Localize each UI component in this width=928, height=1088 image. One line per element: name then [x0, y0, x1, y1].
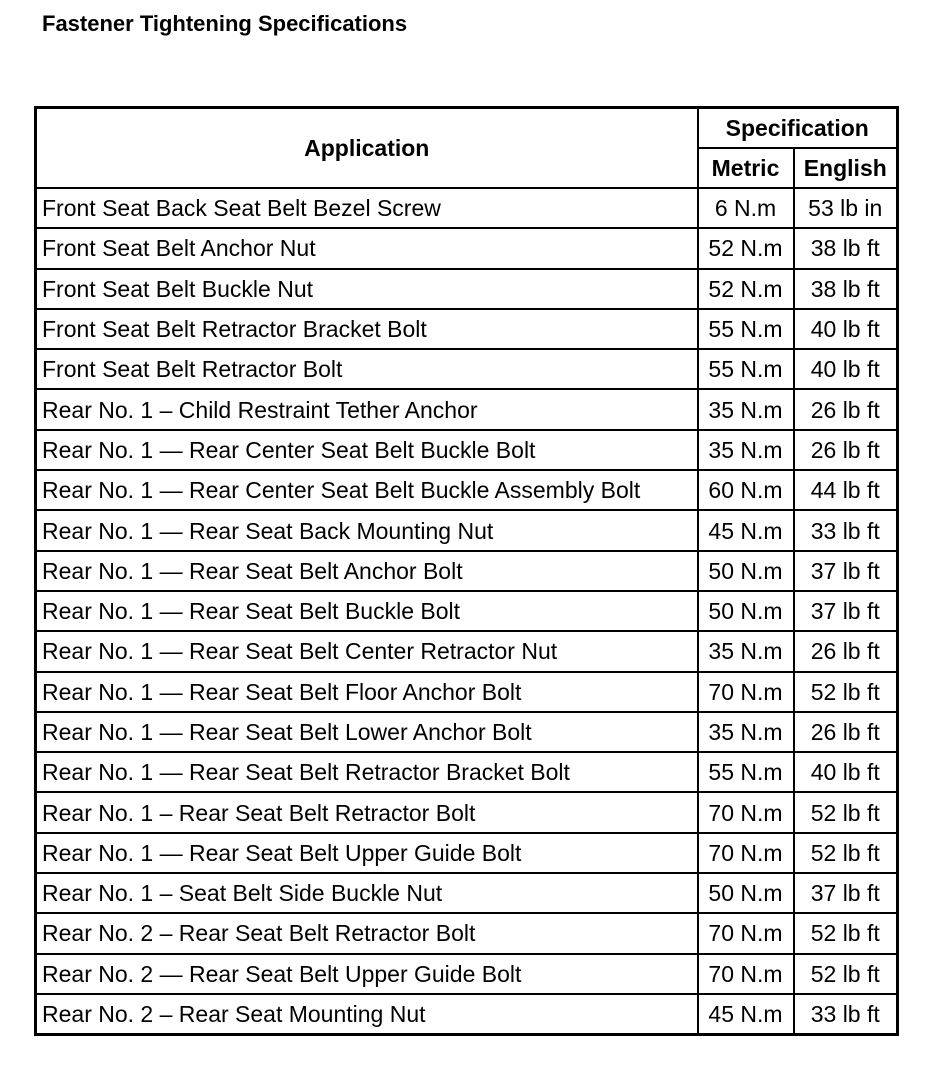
english-cell: 40 lb ft	[794, 349, 898, 389]
english-cell: 33 lb ft	[794, 994, 898, 1035]
english-cell: 52 lb ft	[794, 833, 898, 873]
table-row	[36, 430, 898, 470]
table-row	[36, 954, 898, 994]
english-cell: 26 lb ft	[794, 430, 898, 470]
application-cell: Rear No. 1 – Seat Belt Side Buckle Nut	[36, 873, 698, 913]
table-row	[36, 551, 898, 591]
english-cell: 53 lb in	[794, 188, 898, 228]
page-title: Fastener Tightening Specifications	[42, 11, 408, 36]
application-cell: Front Seat Back Seat Belt Bezel Screw	[36, 188, 698, 228]
table-row	[36, 672, 898, 712]
application-cell: Rear No. 2 – Rear Seat Mounting Nut	[36, 994, 698, 1035]
application-cell: Rear No. 1 — Rear Seat Belt Buckle Bolt	[36, 591, 698, 631]
metric-cell: 52 N.m	[698, 269, 794, 309]
table-row	[36, 269, 898, 309]
application-cell: Rear No. 1 — Rear Seat Belt Floor Anchor Bolt	[36, 672, 698, 712]
application-cell: Rear No. 1 — Rear Center Seat Belt Buckle Bolt	[36, 430, 698, 470]
english-cell: 52 lb ft	[794, 672, 898, 712]
metric-cell: 45 N.m	[698, 994, 794, 1035]
metric-cell: 52 N.m	[698, 228, 794, 268]
application-cell: Rear No. 1 – Rear Seat Belt Retractor Bolt	[36, 792, 698, 832]
english-cell: 40 lb ft	[794, 309, 898, 349]
table-row	[36, 913, 898, 953]
english-cell: 26 lb ft	[794, 712, 898, 752]
table-row	[36, 510, 898, 550]
metric-cell: 35 N.m	[698, 389, 794, 429]
english-cell: 52 lb ft	[794, 913, 898, 953]
metric-cell: 35 N.m	[698, 712, 794, 752]
metric-cell: 60 N.m	[698, 470, 794, 510]
metric-cell: 6 N.m	[698, 188, 794, 228]
application-cell: Rear No. 1 — Rear Seat Belt Anchor Bolt	[36, 551, 698, 591]
table-body	[36, 188, 898, 1035]
metric-cell: 70 N.m	[698, 792, 794, 832]
application-cell: Rear No. 2 — Rear Seat Belt Upper Guide Bolt	[36, 954, 698, 994]
metric-cell: 70 N.m	[698, 913, 794, 953]
english-cell: 40 lb ft	[794, 752, 898, 792]
english-cell: 38 lb ft	[794, 269, 898, 309]
application-cell: Rear No. 1 — Rear Seat Back Mounting Nut	[36, 510, 698, 550]
application-column-header: Application	[36, 108, 698, 189]
english-cell: 26 lb ft	[794, 389, 898, 429]
specification-column-header: Specification	[698, 108, 898, 149]
table-row	[36, 349, 898, 389]
metric-cell: 70 N.m	[698, 833, 794, 873]
english-cell: 38 lb ft	[794, 228, 898, 268]
english-cell: 37 lb ft	[794, 873, 898, 913]
table-row	[36, 752, 898, 792]
table-row	[36, 631, 898, 671]
english-cell: 52 lb ft	[794, 954, 898, 994]
application-cell: Rear No. 1 — Rear Seat Belt Retractor Bracket Bolt	[36, 752, 698, 792]
application-cell: Rear No. 2 – Rear Seat Belt Retractor Bolt	[36, 913, 698, 953]
table-row	[36, 188, 898, 228]
table-row	[36, 389, 898, 429]
table-row	[36, 792, 898, 832]
application-cell: Rear No. 1 — Rear Seat Belt Upper Guide Bolt	[36, 833, 698, 873]
metric-cell: 50 N.m	[698, 551, 794, 591]
application-cell: Front Seat Belt Retractor Bolt	[36, 349, 698, 389]
application-cell: Rear No. 1 – Child Restraint Tether Anchor	[36, 389, 698, 429]
table-row	[36, 228, 898, 268]
metric-cell: 50 N.m	[698, 591, 794, 631]
table-header	[36, 108, 898, 189]
application-cell: Front Seat Belt Anchor Nut	[36, 228, 698, 268]
table-row	[36, 309, 898, 349]
table-row	[36, 833, 898, 873]
metric-cell: 55 N.m	[698, 349, 794, 389]
metric-cell: 45 N.m	[698, 510, 794, 550]
english-column-header: English	[794, 148, 898, 188]
application-cell: Front Seat Belt Retractor Bracket Bolt	[36, 309, 698, 349]
fastener-spec-table	[34, 106, 899, 1036]
metric-cell: 55 N.m	[698, 309, 794, 349]
english-cell: 52 lb ft	[794, 792, 898, 832]
table-row	[36, 994, 898, 1035]
application-cell: Front Seat Belt Buckle Nut	[36, 269, 698, 309]
english-cell: 44 lb ft	[794, 470, 898, 510]
table-row	[36, 712, 898, 752]
english-cell: 33 lb ft	[794, 510, 898, 550]
table-row	[36, 470, 898, 510]
table-row	[36, 873, 898, 913]
application-cell: Rear No. 1 — Rear Seat Belt Center Retractor Nut	[36, 631, 698, 671]
metric-cell: 35 N.m	[698, 430, 794, 470]
metric-cell: 55 N.m	[698, 752, 794, 792]
metric-cell: 50 N.m	[698, 873, 794, 913]
application-cell: Rear No. 1 — Rear Seat Belt Lower Anchor Bolt	[36, 712, 698, 752]
metric-cell: 35 N.m	[698, 631, 794, 671]
metric-column-header: Metric	[698, 148, 794, 188]
english-cell: 37 lb ft	[794, 551, 898, 591]
application-cell: Rear No. 1 — Rear Center Seat Belt Buckle Assembly Bolt	[36, 470, 698, 510]
table-row	[36, 591, 898, 631]
metric-cell: 70 N.m	[698, 672, 794, 712]
english-cell: 37 lb ft	[794, 591, 898, 631]
metric-cell: 70 N.m	[698, 954, 794, 994]
english-cell: 26 lb ft	[794, 631, 898, 671]
